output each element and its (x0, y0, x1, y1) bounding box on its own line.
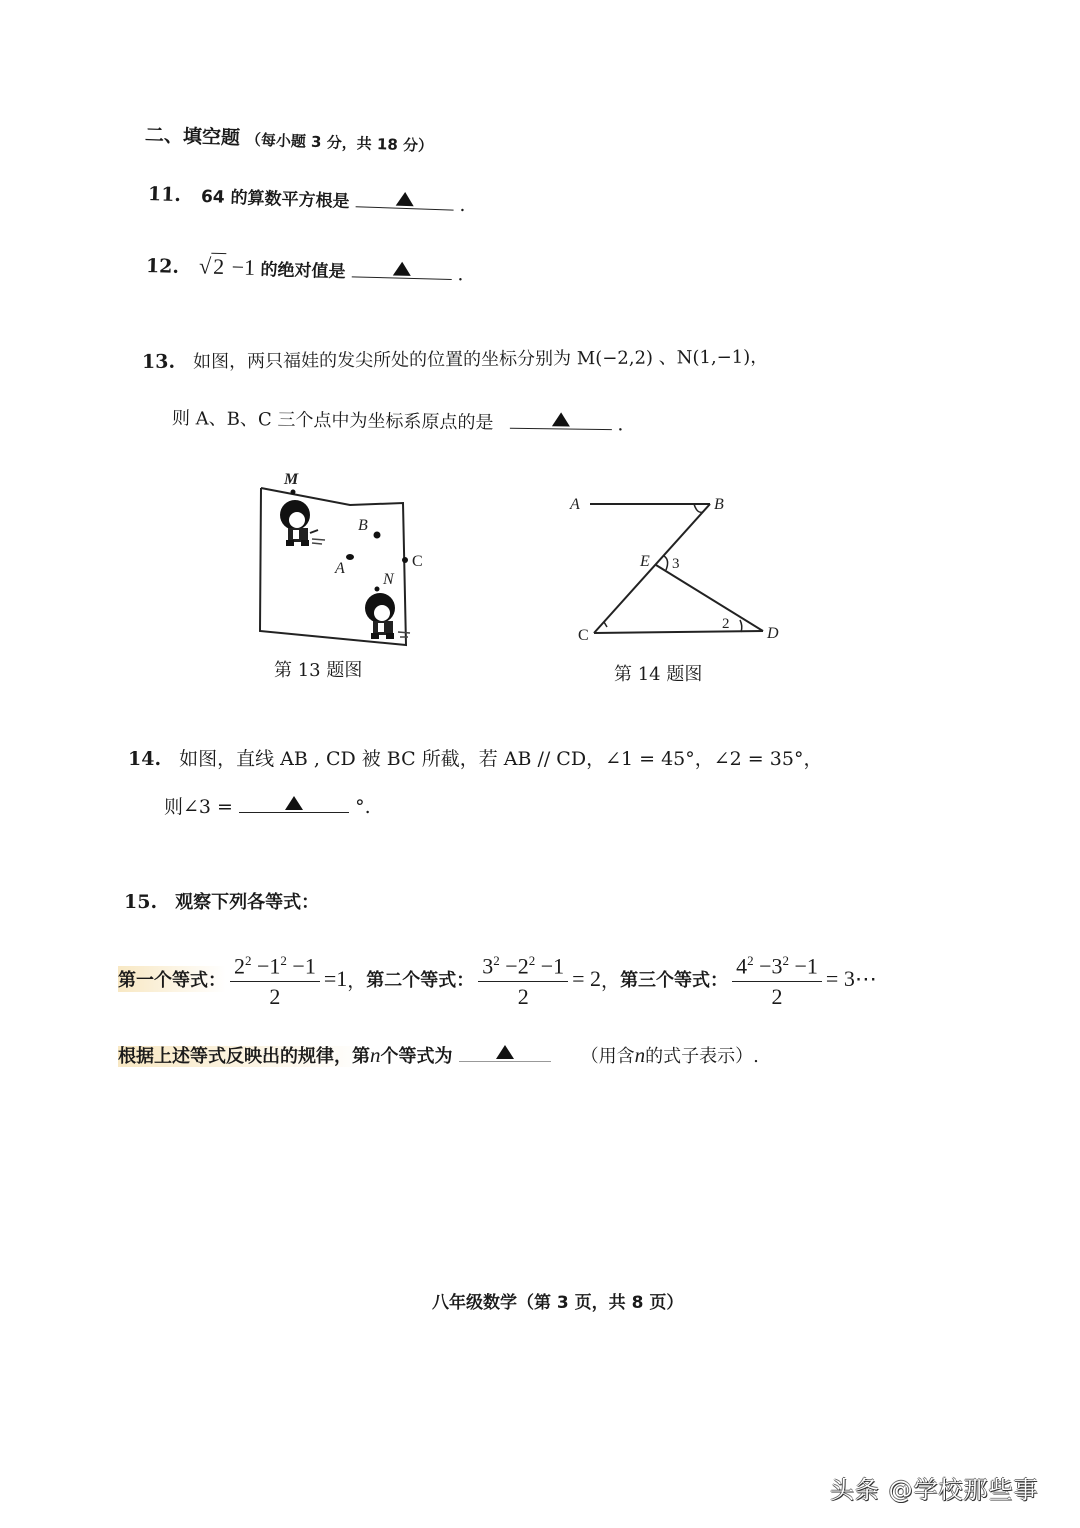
svg-text:A: A (570, 496, 580, 513)
blank-marker-icon (392, 261, 410, 275)
equation-result: = 2 (572, 966, 602, 992)
answer-blank[interactable] (355, 187, 454, 210)
question-number: 11. (147, 183, 182, 207)
svg-text:C: C (412, 553, 423, 570)
svg-text:E: E (640, 553, 650, 570)
svg-text:B: B (358, 517, 368, 534)
question-number: 13. (141, 350, 176, 373)
question-text: 则∠3 = (164, 796, 233, 818)
section-header (145, 120, 434, 157)
svg-text:B: B (714, 496, 724, 513)
question-14 (128, 744, 822, 771)
svg-text:A: A (335, 560, 345, 577)
question-end: . (459, 193, 466, 217)
svg-text:D: D (767, 625, 779, 642)
svg-text:2: 2 (722, 616, 730, 632)
svg-text:3: 3 (672, 556, 680, 572)
question-11 (148, 180, 467, 216)
minus-one: −1 (231, 254, 256, 280)
equation-label: 第一个等式： (118, 966, 226, 992)
blank-marker-icon (285, 796, 303, 810)
question-end: . (617, 413, 624, 436)
answer-blank[interactable] (351, 257, 451, 280)
page-footer: 八年级数学（第 3 页，共 8 页） (432, 1293, 684, 1313)
sqrt-icon: √ (198, 253, 212, 279)
equations-row: 第一个等式： $\frac{2^2 -1^2 -1}{2}$ =1 ， 第二个等式： $\frac{3^2 -2^2 -1}{2}$ = 2 ， 第三个等式： $\frac{4^2 -3^2 -1}{2}$ = 3⋯ (118, 946, 877, 1012)
question-line-1: 如图，两只福娃的发尖所处的位置的坐标分别为 M(−2,2) 、N(1,−1)， (193, 346, 769, 373)
question-13-line-2 (172, 404, 624, 436)
answer-blank[interactable] (239, 793, 349, 813)
equation-label: 第二个等式： (366, 970, 475, 992)
equation-result: =1 (323, 966, 348, 992)
question-text: 64 的算数平方根是 (200, 186, 350, 213)
equation-result: = 3⋯ (825, 966, 877, 992)
figure-13-diagram (240, 460, 440, 660)
question-end: . (457, 263, 464, 286)
question-15-prompt: 根据上述等式反映出的规律，第n个等式为 （用含n的式子表示）. (118, 1043, 759, 1067)
question-13 (142, 343, 768, 374)
figure-14-diagram (560, 480, 800, 650)
prompt-text: 根据上述等式反映出的规律，第 (118, 1046, 370, 1067)
answer-blank[interactable] (459, 1042, 551, 1062)
svg-text:N: N (383, 571, 394, 588)
fraction: $\frac{3^2 -2^2 -1}{2}$ (478, 946, 568, 1012)
blank-marker-icon (496, 1045, 514, 1059)
equation-label: 第三个等式： (620, 970, 729, 992)
question-15 (124, 888, 319, 914)
mascot-icon-n (365, 587, 410, 640)
question-intro: 观察下列各等式： (175, 892, 320, 913)
figure-13-caption: 第 13 题图 (274, 660, 363, 681)
svg-text:C: C (578, 627, 589, 644)
question-14-line-2 (164, 792, 371, 819)
question-text: 则 A、B、C 三个点中为坐标系原点的是 (171, 408, 494, 434)
question-12 (146, 252, 464, 286)
question-line-1: 如图，直线 AB , CD 被 BC 所截，若 AB // CD，∠1 = 45°，∠2 = 35°， (179, 748, 823, 770)
question-text: 的绝对值是 (260, 260, 346, 283)
label-m: M (284, 471, 299, 488)
question-number: 12. (145, 255, 180, 278)
sqrt-expression (199, 253, 261, 280)
question-number: 14. (128, 748, 162, 770)
question-end: °. (355, 796, 371, 818)
answer-blank[interactable] (509, 409, 611, 430)
fraction: $\frac{4^2 -3^2 -1}{2}$ (732, 946, 822, 1012)
section-title: 二、填空题 (144, 124, 241, 150)
figure-14-caption: 第 14 题图 (614, 664, 703, 685)
fraction: $\frac{2^2 -1^2 -1}{2}$ (230, 946, 320, 1012)
section-note: （每小题 3 分，共 18 分） (245, 130, 434, 156)
watermark: 头条 @学校那些事 (830, 1476, 1039, 1504)
radicand: 2 (211, 253, 227, 279)
figure-14 (560, 480, 800, 690)
blank-marker-icon (551, 412, 569, 426)
blank-marker-icon (395, 192, 413, 207)
question-number: 15. (124, 891, 158, 913)
figure-13 (240, 460, 440, 690)
